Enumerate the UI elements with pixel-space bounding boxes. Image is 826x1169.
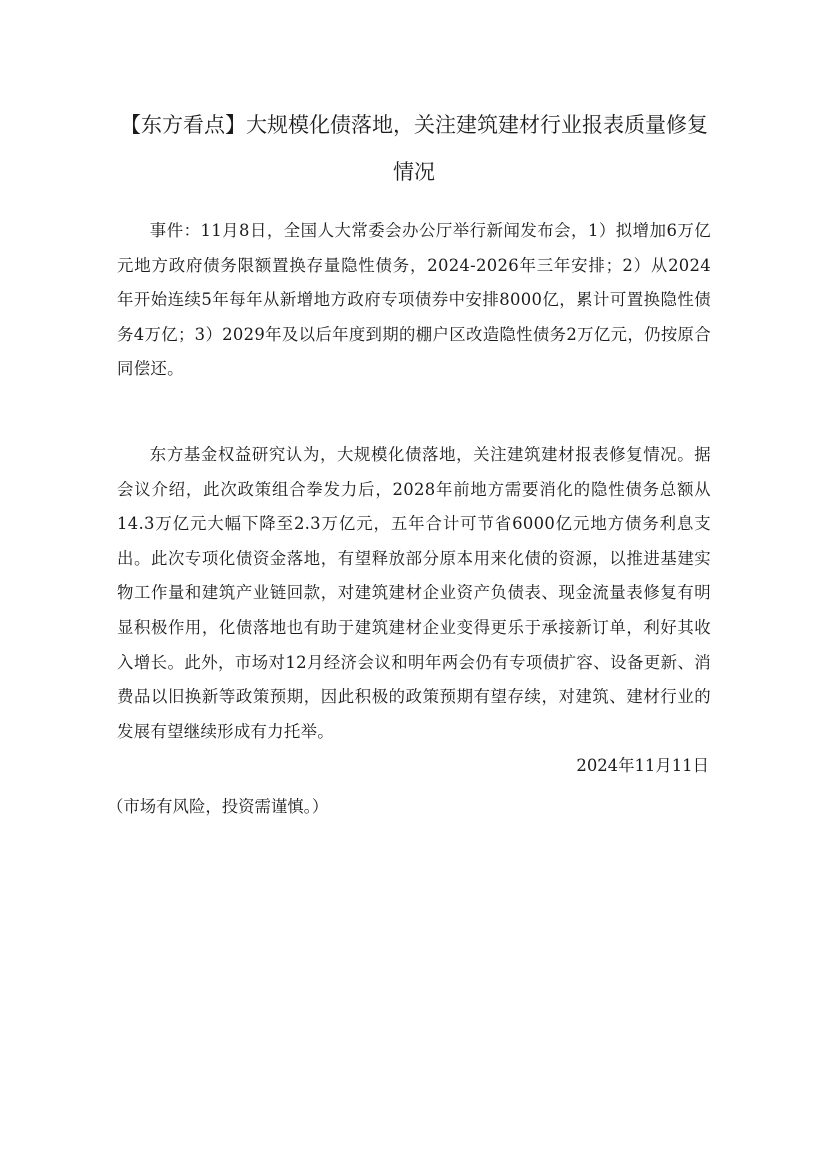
document-title: 【东方看点】大规模化债落地，关注建筑建材行业报表质量修复情况	[120, 113, 708, 184]
analysis-paragraph: 东方基金权益研究认为，大规模化债落地，关注建筑建材报表修复情况。据会议介绍，此次政策组合拳发力后，2028年前地方需要消化的隐性债务总额从14.3万亿元大幅下降至2.3万亿元，五年合计可节省6000亿元地方债务利息支出。此次专项化债资金落地，有望释放部分原本用来化债的资源，以推进基建实物工作量和建筑产业链回款，对建筑建材企业资产负债表、现金流量表修复有明显积极作用，化债落地也有助于建筑建材企业变得更乐于承接新订单，利好其收入增长。此外，市场对12月经济会议和明年两会仍有专项债扩容、设备更新、消费品以旧换新等政策预期，因此积极的政策预期有望存续，对建筑、建材行业的发展有望继续形成有力托举。	[117, 444, 711, 741]
event-paragraph: 事件：11月8日，全国人大常委会办公厅举行新闻发布会，1）拟增加6万亿元地方政府债务限额置换存量隐性债务，2024-2026年三年安排；2）从2024年开始连续5年每年从新增地方政府专项债券中安排8000亿，累计可置换隐性债务4万亿；3）2029年及以后年度到期的棚户区改造隐性债务2万亿元，仍按原合同偿还。	[117, 221, 711, 379]
risk-notice: （市场有风险，投资需谨慎。）	[107, 796, 329, 816]
document-page	[107, 0, 711, 825]
document-date: 2024年11月11日	[576, 756, 709, 776]
